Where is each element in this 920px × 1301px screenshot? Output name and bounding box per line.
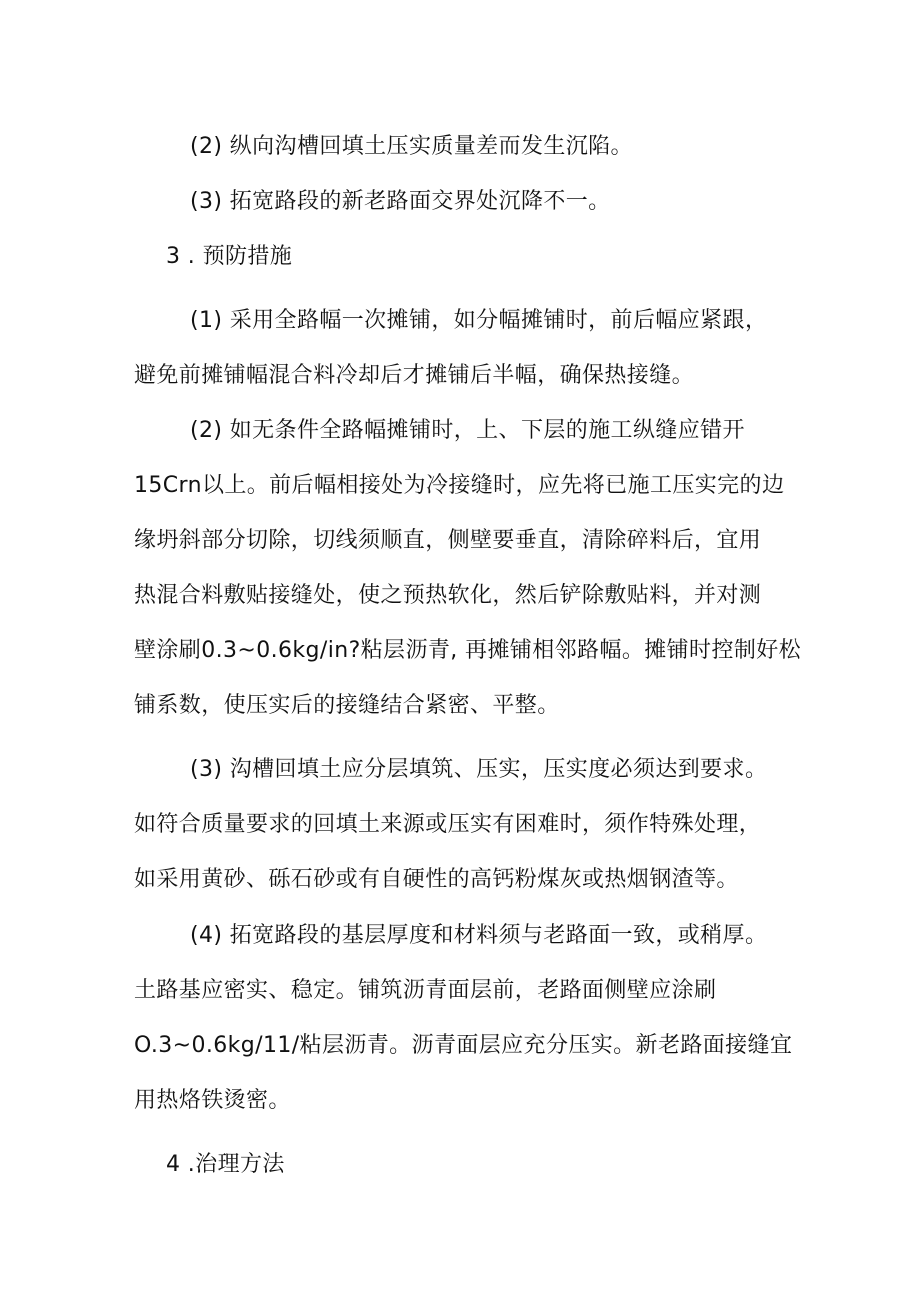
text-line: (2) 纵向沟槽回填土压实质量差而发生沉陷。 (190, 134, 633, 159)
text-line: 避免前摊铺幅混合料冷却后才摊铺后半幅，确保热接缝。 (134, 363, 695, 388)
text-line: 如采用黄砂、砾石砂或有自硬性的高钙粉煤灰或热烟钢渣等。 (134, 867, 739, 892)
text-line: 壁涂刷0.3~0.6kg/in?粘层沥青, 再摊铺相邻路幅。摊铺时控制好松 (134, 638, 802, 663)
text-line: 铺系数，使压实后的接缝结合紧密、平整。 (134, 693, 560, 718)
text-line: (3) 沟槽回填土应分层填筑、压实，压实度必须达到要求。 (190, 757, 768, 782)
text-line: (4) 拓宽路段的基层厚度和材料须与老路面一致，或稍厚。 (190, 923, 768, 948)
section-heading: 4 .治理方法 (166, 1152, 285, 1177)
text-line: (3) 拓宽路段的新老路面交界处沉降不一。 (190, 189, 611, 214)
text-line: (1) 采用全路幅一次摊铺，如分幅摊铺时，前后幅应紧跟， (190, 308, 768, 333)
text-line: 用热烙铁烫密。 (134, 1088, 291, 1113)
text-line: (2) 如无条件全路幅摊铺时，上、下层的施工纵缝应错开 (190, 418, 745, 443)
section-heading: 3 . 预防措施 (166, 244, 293, 269)
text-line: 15Crn以上。前后幅相接处为冷接缝时，应先将已施工压实完的边 (134, 473, 785, 498)
text-line: 热混合料敷贴接缝处，使之预热软化，然后铲除敷贴料，并对测 (134, 583, 762, 608)
text-line: O.3~0.6kg/11/粘层沥青。沥青面层应充分压实。新老路面接缝宜 (134, 1033, 793, 1058)
text-line: 缘坍斜部分切除，切线须顺直，侧壁要垂直，清除碎料后，宜用 (134, 528, 762, 553)
text-line: 如符合质量要求的回填土来源或压实有困难时，须作特殊处理， (134, 812, 762, 837)
text-line: 土路基应密实、稳定。铺筑沥青面层前，老路面侧壁应涂刷 (134, 978, 717, 1003)
